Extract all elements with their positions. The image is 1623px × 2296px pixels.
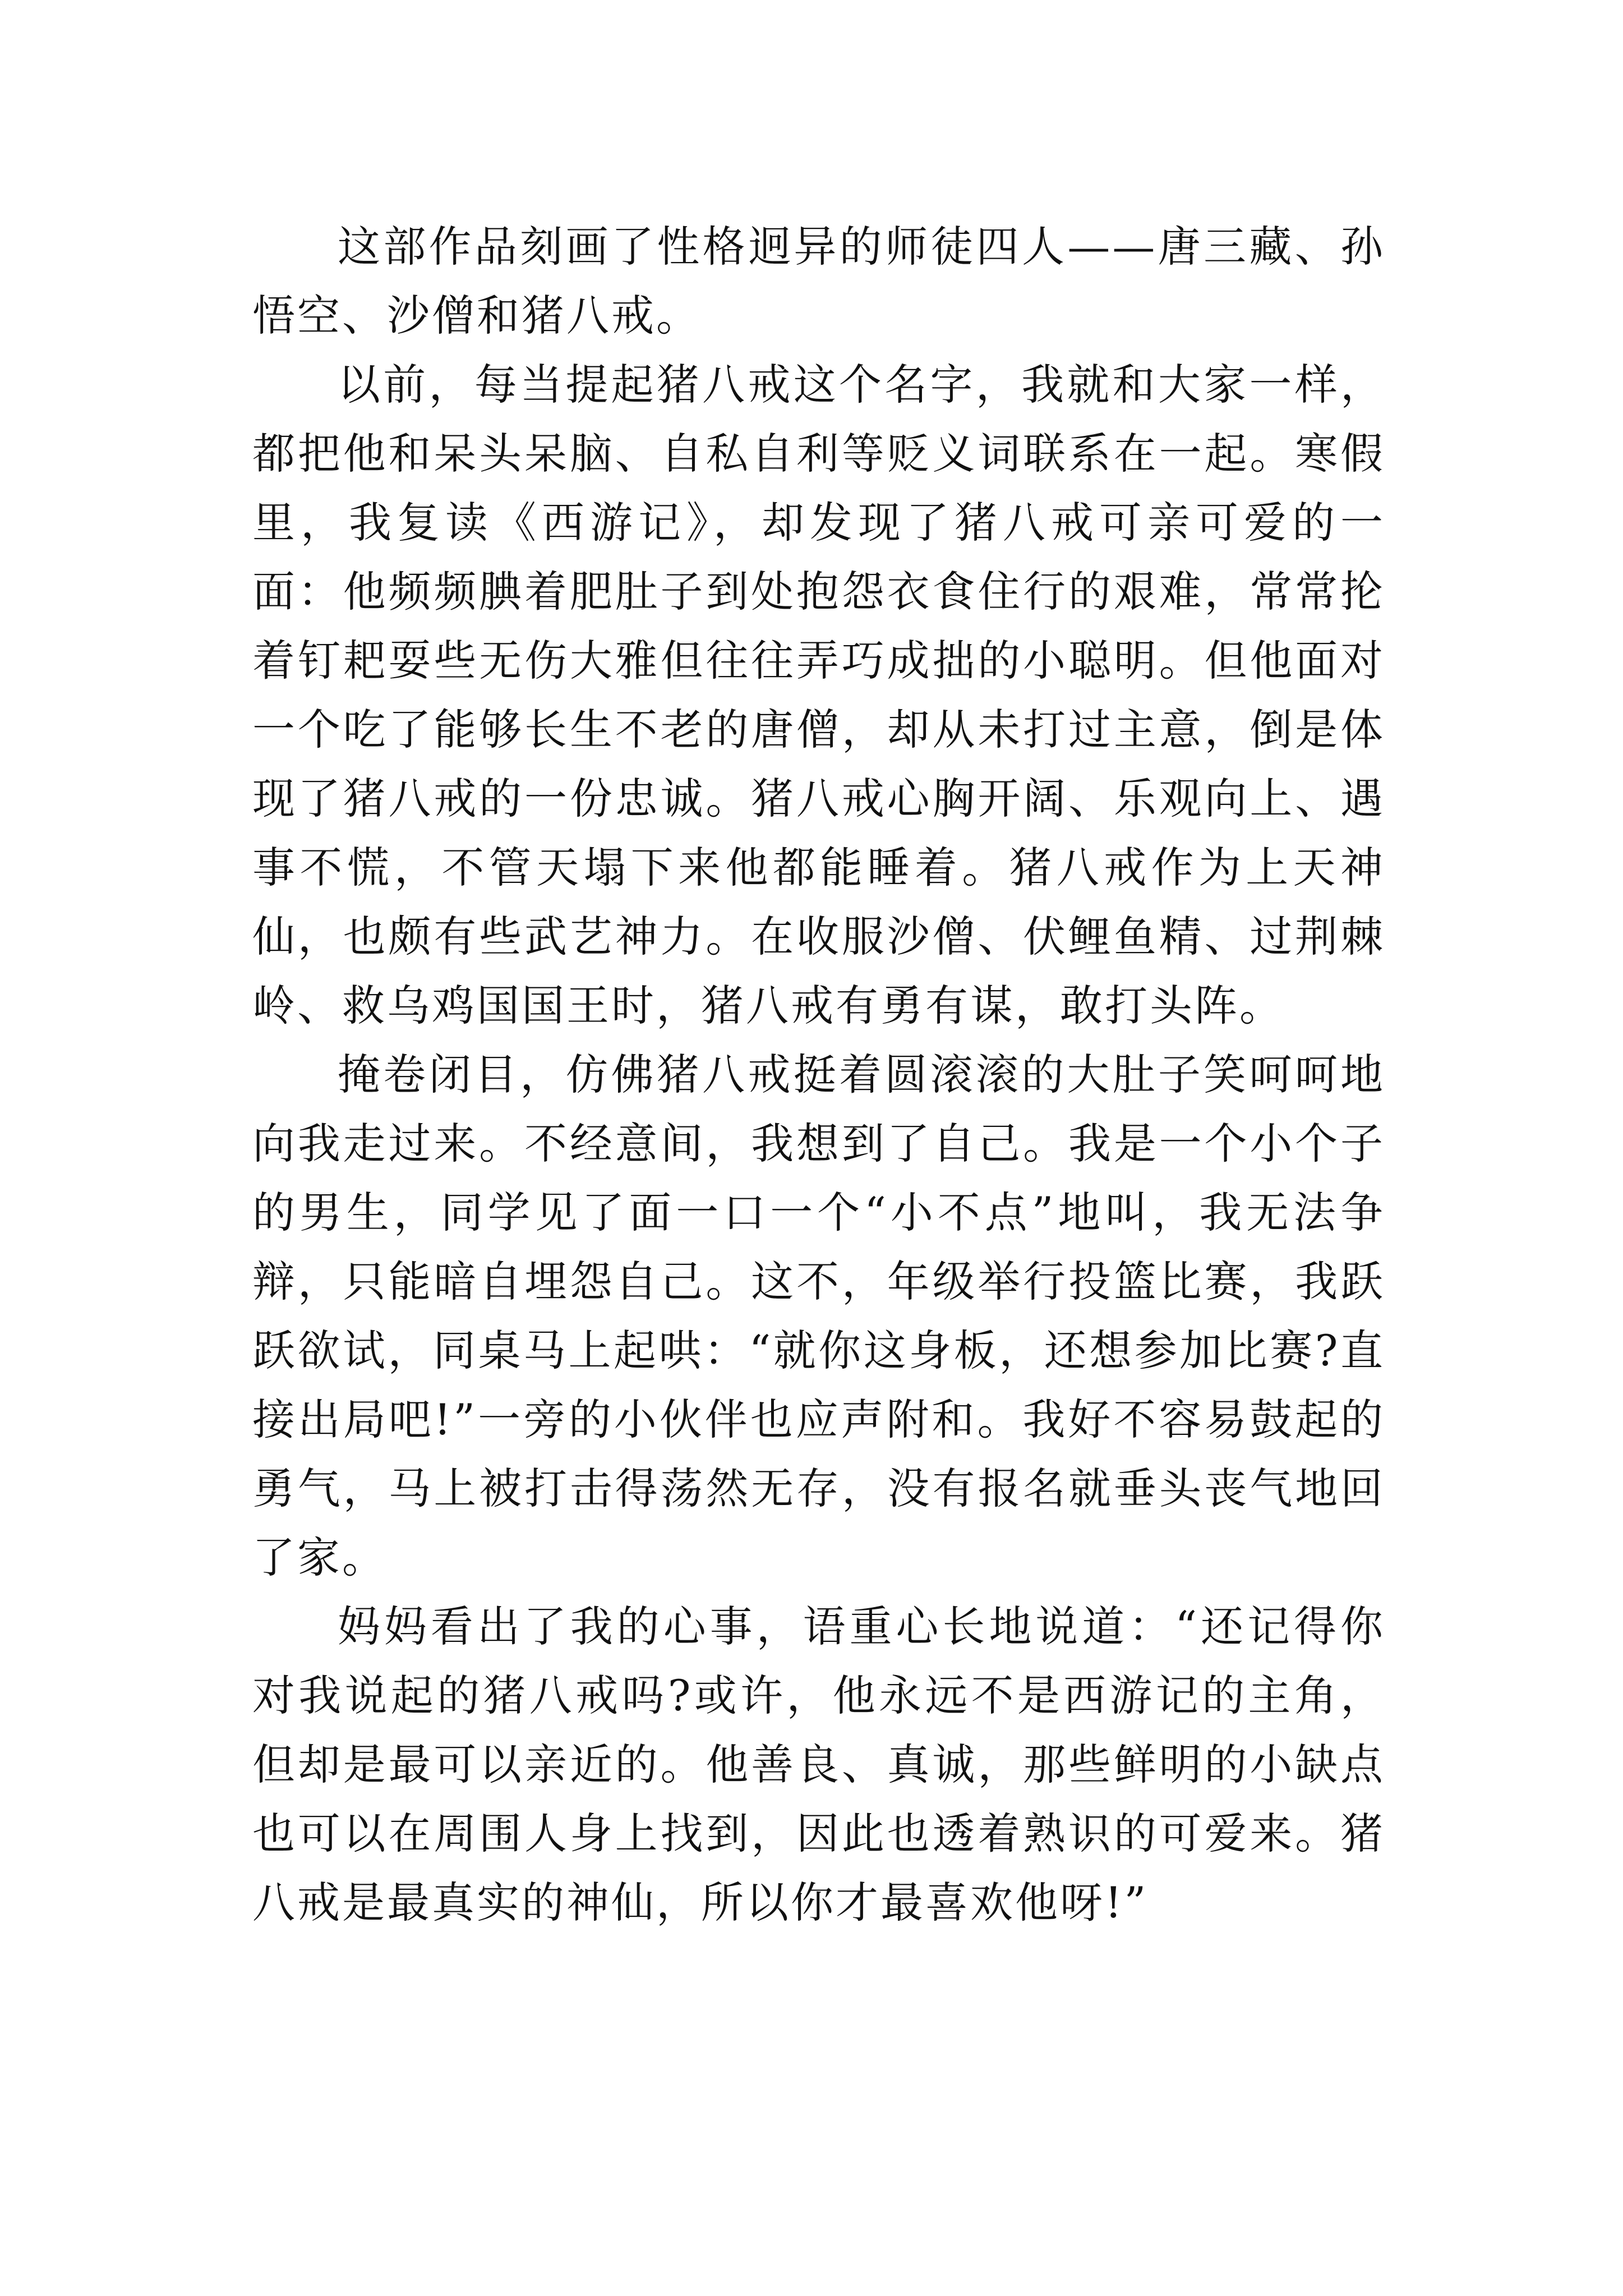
paragraph-characters-intro: 这部作品刻画了性格迥异的师徒四人——唐三藏、孙悟空、沙僧和猪八戒。: [252, 222, 1385, 341]
essay-body: [252, 212, 1385, 1937]
paragraph-mother-advice: 妈妈看出了我的心事，语重心长地说道：“还记得你对我说起的猪八戒吗?或许，他永远不是西游记的主角，但却是最可以亲近的。他善良、真诚，那些鲜明的小缺点也可以在周围人身上找到，因此也透着熟识的可爱来。猪八戒是最真实的神仙，所以你才最喜欢他呀!”: [252, 1602, 1385, 1927]
paragraph-zhu-bajie-traits: 以前，每当提起猪八戒这个名字，我就和大家一样，都把他和呆头呆脑、自私自利等贬义词联系在一起。寒假里，我复读《西游记》，却发现了猪八戒可亲可爱的一面：他频频腆着肥肚子到处抱怨衣食住行的艰难，常常抡着钉耙耍些无伤大雅但往往弄巧成拙的小聪明。但他面对一个吃了能够长生不老的唐僧，却从未打过主意，倒是体现了猪八戒的一份忠诚。猪八戒心胸开阔、乐观向上、遇事不慌，不管天塌下来他都能睡着。猪八戒作为上天神仙，也颇有些武艺神力。在收服沙僧、伏鲤鱼精、过荆棘岭、救乌鸡国国王时，猪八戒有勇有谋，敢打头阵。: [252, 360, 1385, 1030]
paragraph-self-reflection: 掩卷闭目，仿佛猪八戒挺着圆滚滚的大肚子笑呵呵地向我走过来。不经意间，我想到了自己。我是一个小个子的男生，同学见了面一口一个“小不点”地叫，我无法争辩，只能暗自埋怨自己。这不，年级举行投篮比赛，我跃跃欲试，同桌马上起哄：“就你这身板，还想参加比赛?直接出局吧!”一旁的小伙伴也应声附和。我好不容易鼓起的勇气，马上被打击得荡然无存，没有报名就垂头丧气地回了家。: [252, 1050, 1385, 1582]
